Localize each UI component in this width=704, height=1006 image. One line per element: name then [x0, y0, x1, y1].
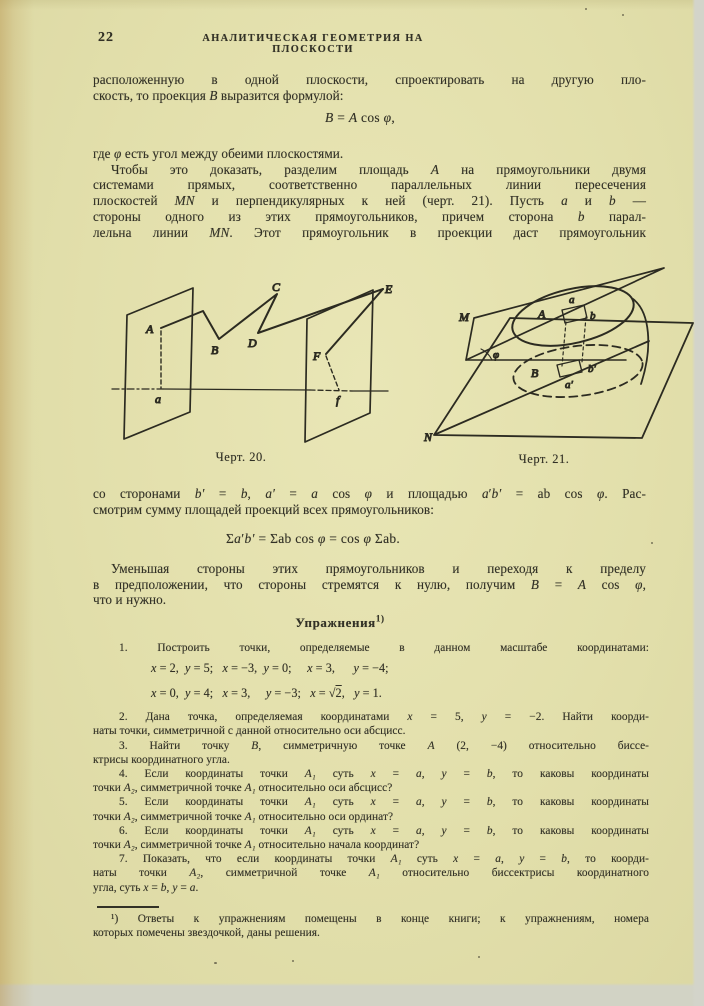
fig20-projection-Ff [326, 356, 339, 390]
fig21-label-phi: φ [493, 349, 500, 361]
scan-speck [622, 14, 624, 16]
text-line: лельна линии MN. Этот прямоугольник в проекции даст прямоугольник [93, 224, 646, 240]
exercise-formula-line: x = 0, y = 4; x = 3, y = −3; x = √2, y = 1. [151, 686, 382, 701]
exercise-line: наты точки, симметричной с данной относительно оси абсцисс. [93, 725, 406, 738]
fig21-rect-a1b1 [557, 360, 582, 377]
text-line: со сторонами b′ = b, a′ = a cos φ и площадью a′b′ = ab cos φ. Рас- [93, 486, 646, 501]
fig21-label-b1: b′ [588, 363, 596, 375]
fig20-label-A: A [146, 322, 154, 336]
running-head: АНАЛИТИЧЕСКАЯ ГЕОМЕТРИЯ НА ПЛОСКОСТИ [202, 33, 424, 55]
fig20-label-C: C [272, 280, 281, 294]
text-line: смотрим сумму площадей проекций всех прямоугольников: [93, 501, 435, 517]
fig21-label-N: N [424, 430, 433, 444]
fig20-left-plane [124, 288, 193, 439]
scan-speck [214, 962, 217, 964]
exercise-line: точки A₂, симметричной точке A₁ относительно оси абсцисс? [93, 782, 393, 795]
exercise-line: 2. Дана точка, определяемая координатами x = 5, y = −2. Найти коорди- [119, 711, 649, 724]
fig21-projector-right [582, 317, 586, 362]
exercise-line: 3. Найти точку B, симметричную точке A (2, −4) относительно биссе- [119, 739, 650, 752]
fig21-diagonal-line [436, 341, 649, 434]
proof-paragraph [93, 146, 646, 240]
scan-speck [585, 8, 587, 10]
figure-20-caption: Черт. 20. [215, 450, 267, 464]
text-line: плоскостей MN и перпендикулярных к ней (черт. 21). Пусть a и b — [93, 193, 647, 209]
exercise-line: 6. Если координаты точки A₁ суть x = a, y = b, то каковы координаты [119, 824, 649, 837]
fig20-axis-mid [163, 389, 310, 390]
fig20-label-B: B [211, 343, 219, 357]
exercises-block [93, 641, 649, 895]
exercise-line: 1. Построить точки, определяемые в данном масштабе координатами: [119, 642, 649, 654]
formula-projection: B = A cos φ, [325, 110, 396, 125]
text-line: системами прямых, соответственно параллельных линии пересечения [93, 177, 646, 193]
fig21-label-A: A [538, 307, 546, 321]
text-line: в предположении, что стороны стремятся к нулю, получим B = A cos φ, [93, 576, 646, 592]
text-line: Чтобы это доказать, разделим площадь A на прямоугольники двумя [111, 161, 646, 177]
intro-paragraph [93, 72, 646, 103]
scan-speck [292, 960, 294, 962]
text-line: скость, то проекция B выразится формулой: [93, 87, 344, 103]
exercises-heading-footnote-mark: 1) [375, 613, 385, 624]
limit-paragraph [93, 561, 646, 608]
sides-paragraph [93, 486, 646, 517]
scan-speck [651, 542, 653, 544]
exercise-line: 7. Показать, что если координаты точки A₁ суть x = a, y = b, то коорди- [119, 853, 650, 866]
exercises-heading-text: Упражнения [295, 615, 376, 630]
footnote-line: которых помечены звездочкой, даны решения. [93, 927, 320, 940]
footnote-rule [97, 906, 159, 908]
fig20-broken-line-ABCDE [161, 289, 383, 339]
exercise-line: наты точки A₂, симметричной точке A₁ относительно биссектрисы координатного [93, 867, 650, 880]
footnote-line: ¹) Ответы к упражнениям помещены в конце книги; к упражнениям, номера [111, 913, 649, 925]
fig20-label-D: D [248, 336, 257, 350]
fig21-label-a: a [569, 294, 575, 306]
text-line: расположенную в одной плоскости, спроектировать на другую пло- [93, 72, 646, 87]
figure-21-caption: Черт. 21. [518, 452, 570, 466]
exercise-line: точки A₂, симметричной точке A₁ относительно оси ординат? [93, 810, 394, 823]
fig21-label-a1: a′ [565, 379, 573, 391]
exercise-line: угла, суть x = b, y = a. [93, 881, 199, 894]
fig20-label-f: f [336, 393, 340, 407]
fig21-label-M: M [459, 310, 469, 324]
text-line: что и нужно. [93, 592, 167, 608]
exercises-heading [93, 615, 587, 631]
page-number: 22 [98, 30, 114, 45]
fig21-label-B: B [531, 366, 539, 380]
formula-sum: Σa′b′ = Σab cos φ = cos φ Σab. [226, 531, 401, 546]
text-line: где φ есть угол между обеими плоскостями. [93, 146, 344, 161]
fig21-label-b: b [590, 310, 596, 322]
scan-speck [478, 956, 480, 958]
fig20-label-F: F [313, 349, 321, 363]
text-line: стороны одного из этих прямоугольников, причем сторона b парал- [93, 208, 646, 224]
fig21-tilted-plane [466, 268, 664, 360]
exercise-line: точки A₂, симметричной точке A₁ относительно начала координат? [93, 839, 420, 852]
exercise-line: ктрисы координатного угла. [93, 753, 230, 766]
exercise-line: 5. Если координаты точки A₁ суть x = a, y = b, то каковы координаты [119, 796, 649, 809]
fig20-axis-dashed [310, 390, 352, 391]
fig20-label-a: a [155, 392, 161, 406]
figure-21-drawing [420, 264, 702, 448]
fig20-label-E: E [385, 282, 393, 296]
exercise-line: 4. Если координаты точки A₁ суть x = a, y = b, то каковы координаты [119, 768, 649, 781]
text-line: Уменьшая стороны этих прямоугольников и переходя к пределу [111, 561, 646, 576]
exercise-formula-line: x = 2, y = 5; x = −3, y = 0; x = 3, y = −4; [151, 661, 389, 676]
figure-20-drawing [85, 270, 397, 448]
footnote [93, 912, 649, 940]
